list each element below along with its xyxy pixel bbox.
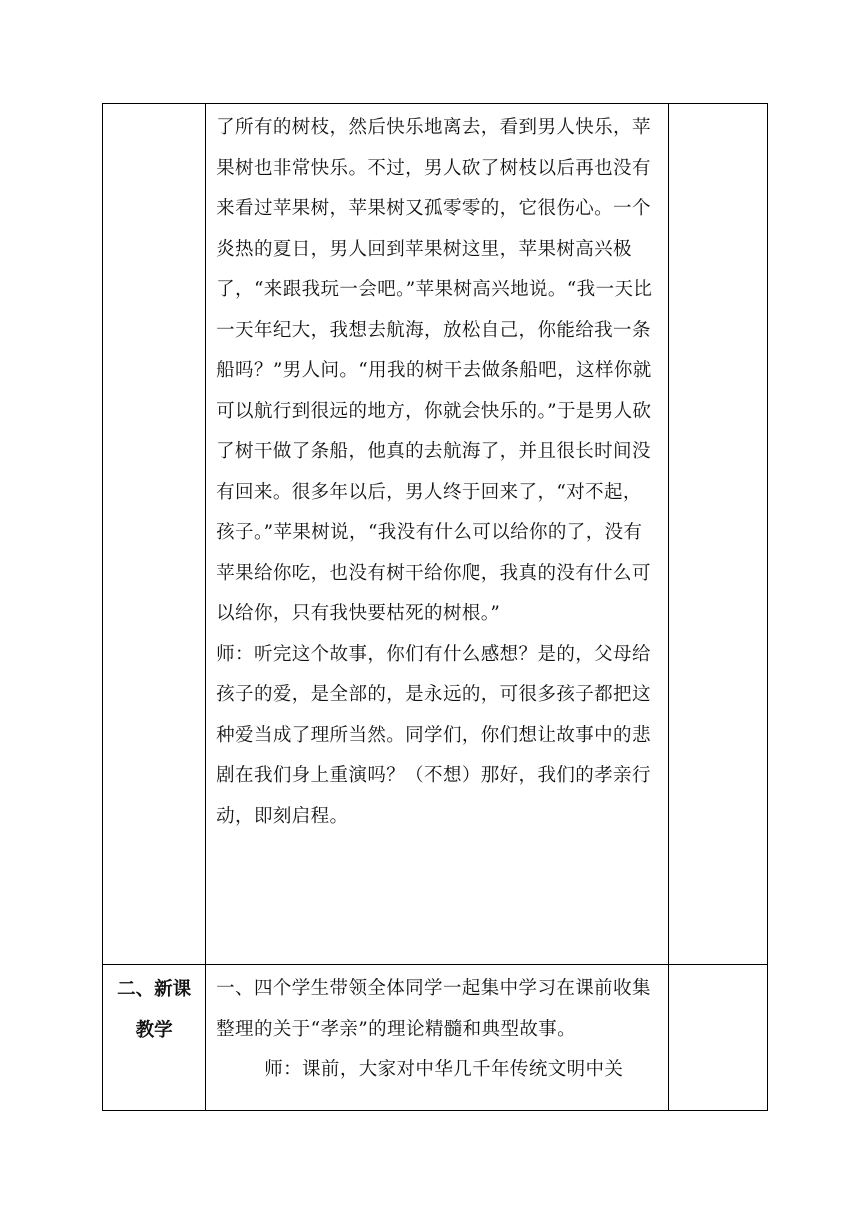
content-cell <box>206 104 669 965</box>
notes-cell <box>668 965 767 1111</box>
lesson-plan-table <box>102 103 768 1111</box>
content-cell <box>206 965 669 1111</box>
teacher-remark-paragraph: 师：听完这个故事，你们有什么感想？是的，父母给孩子的爱，是全部的，是永远的，可很多孩子都把这种爱当成了理所当然。同学们，你们想让故事中的悲剧在我们身上重演吗？（不想）那好，我们的孝亲行动，即刻启程。 <box>216 643 651 827</box>
table-row <box>103 104 768 965</box>
stage-cell <box>103 104 206 965</box>
stage-label-line: 二、新课 <box>117 979 192 1000</box>
teacher-remark-paragraph: 师：课前，大家对中华几千年传统文明中关 <box>264 1059 624 1080</box>
notes-cell <box>668 104 767 965</box>
stage-label-line: 教学 <box>135 1019 173 1041</box>
story-paragraph: 了所有的树枝，然后快乐地离去，看到男人快乐，苹果树也非常快乐。不过，男人砍了树枝以后再也没有来看过苹果树，苹果树又孤零零的，它很伤心。一个炎热的夏日，男人回到苹果树这里，苹果树高兴极了，“来跟我玩一会吧。”苹果树高兴地说。“我一天比一天年纪大，我想去航海，放松自己，你能给我一条船吗？”男人问。“用我的树干去做条船吧，这样你就可以航行到很远的地方，你就会快乐的。”于是男人砍了树干做了条船，他真的去航海了，并且很长时间没有回来。很多年以后，男人终于回来了，“对不起，孩子。”苹果树说，“我没有什么可以给你的了，没有苹果给你吃，也没有树干给你爬，我真的没有什么可以给你，只有我快要枯死的树根。” <box>216 117 653 624</box>
activity-paragraph: 一、四个学生带领全体同学一起集中学习在课前收集整理的关于“孝亲”的理论精髓和典型故事。 <box>216 978 651 1040</box>
table-row <box>103 965 768 1111</box>
stage-cell <box>103 965 206 1111</box>
